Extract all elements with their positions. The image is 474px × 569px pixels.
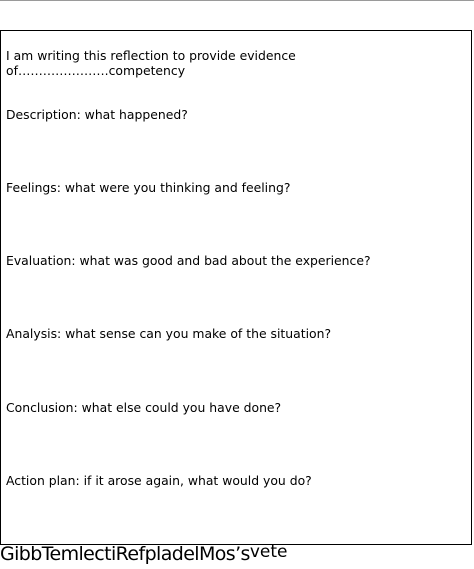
analysis-prompt: Analysis: what sense can you make of the situation? [6,326,332,341]
top-divider [0,0,474,1]
conclusion-prompt: Conclusion: what else could you have done? [6,400,282,415]
figure-caption [0,542,288,567]
reflection-template-box [0,30,472,545]
intro-line-1: I am writing this reflection to provide evidence [6,48,296,63]
feelings-prompt: Feelings: what were you thinking and feeling? [6,180,291,195]
action-plan-prompt: Action plan: if it arose again, what would you do? [6,473,312,488]
caption-main-text: GibbTemlectiRefpladelMos’s [0,543,250,565]
evaluation-prompt: Evaluation: what was good and bad about the experience? [6,253,371,268]
intro-text [6,48,296,78]
intro-line-2: of………………….competency [6,63,186,78]
caption-tail-text: vete [249,542,288,562]
description-prompt: Description: what happened? [6,107,188,122]
